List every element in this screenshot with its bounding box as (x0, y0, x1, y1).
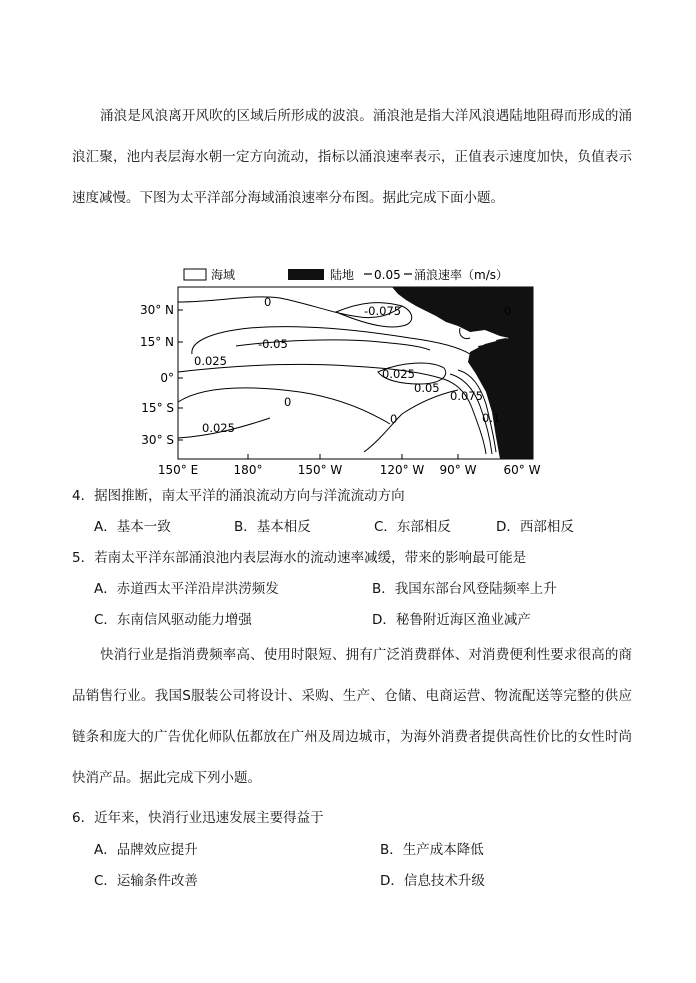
contour-label: 0.025 (202, 421, 235, 435)
q4-option-a[interactable]: A．基本一致 (94, 519, 171, 535)
contour-label: 0.05 (414, 381, 440, 395)
lat-label: 15° S (141, 401, 174, 415)
legend-land-swatch (288, 269, 324, 280)
q6-option-b[interactable]: B．生产成本降低 (380, 842, 484, 858)
lon-label: 60° W (503, 463, 541, 477)
legend-contour-label: 涌浪速率（m/s） (414, 268, 508, 282)
q5-option-a[interactable]: A．赤道西太平洋沿岸洪涝频发 (94, 581, 279, 597)
legend-sea-swatch (184, 269, 206, 280)
question-6-stem: 6．近年来，快消行业迅速发展主要得益于 (72, 810, 324, 826)
lon-label: 90° W (439, 463, 477, 477)
contour-label: 0 (504, 304, 512, 318)
legend-contour-sample: 0.05 (374, 268, 401, 282)
lat-label: 0° (160, 371, 174, 385)
contour-label: 0 (264, 295, 272, 309)
lon-label: 120° W (379, 463, 425, 477)
lon-label: 150° E (157, 463, 199, 477)
contour-label: -0.075 (364, 304, 402, 318)
lat-label: 30° S (141, 433, 174, 447)
q6-option-a[interactable]: A．品牌效应提升 (94, 842, 198, 858)
q4-option-d[interactable]: D．西部相反 (496, 519, 574, 535)
q4-option-c[interactable]: C．东部相反 (374, 519, 451, 535)
question-4-stem: 4．据图推断，南太平洋的涌浪流动方向与洋流流动方向 (72, 488, 405, 504)
swell-rate-map (140, 262, 550, 477)
legend-land-label: 陆地 (330, 268, 355, 282)
lon-label: 180° (233, 463, 263, 477)
lat-label: 30° N (140, 303, 174, 317)
lon-label: 150° W (297, 463, 343, 477)
passage-2: 快消行业是指消费频率高、使用时限短、拥有广泛消费群体、对消费便利性要求很高的商品销售行业。我国S服装公司将设计、采购、生产、仓储、电商运营、物流配送等完整的供应链条和庞大的广告优化师队伍都放在广州及周边城市，为海外消费者提供高性价比的女性时尚快消产品。据此完成下列小题。 (72, 647, 632, 786)
q6-option-c[interactable]: C．运输条件改善 (94, 873, 198, 889)
contour-label: -0.05 (258, 337, 288, 351)
q5-option-c[interactable]: C．东南信风驱动能力增强 (94, 612, 252, 628)
question-5-stem: 5．若南太平洋东部涌浪池内表层海水的流动速率减缓，带来的影响最可能是 (72, 550, 527, 566)
q5-option-b[interactable]: B．我国东部台风登陆频率上升 (372, 581, 557, 597)
contour-label: 0.025 (194, 354, 227, 368)
legend-sea-label: 海域 (211, 268, 236, 282)
contour-label: 0 (390, 412, 398, 426)
q5-option-d[interactable]: D．秘鲁附近海区渔业减产 (372, 612, 531, 628)
lat-label: 15° N (140, 335, 174, 349)
contour-label: 0.025 (382, 367, 415, 381)
passage-1: 涌浪是风浪离开风吹的区域后所形成的波浪。涌浪池是指大洋风浪遇陆地阻碍而形成的涌浪汇聚，池内表层海水朝一定方向流动，指标以涌浪速率表示，正值表示速度加快，负值表示速度减慢。下图为太平洋部分海域涌浪速率分布图。据此完成下面小题。 (72, 108, 632, 206)
contour-label: 0.1 (482, 411, 501, 425)
q6-option-d[interactable]: D．信息技术升级 (380, 873, 485, 889)
contour-label: 0 (284, 395, 292, 409)
q4-option-b[interactable]: B．基本相反 (234, 519, 311, 535)
contour-label: 0.075 (450, 389, 483, 403)
